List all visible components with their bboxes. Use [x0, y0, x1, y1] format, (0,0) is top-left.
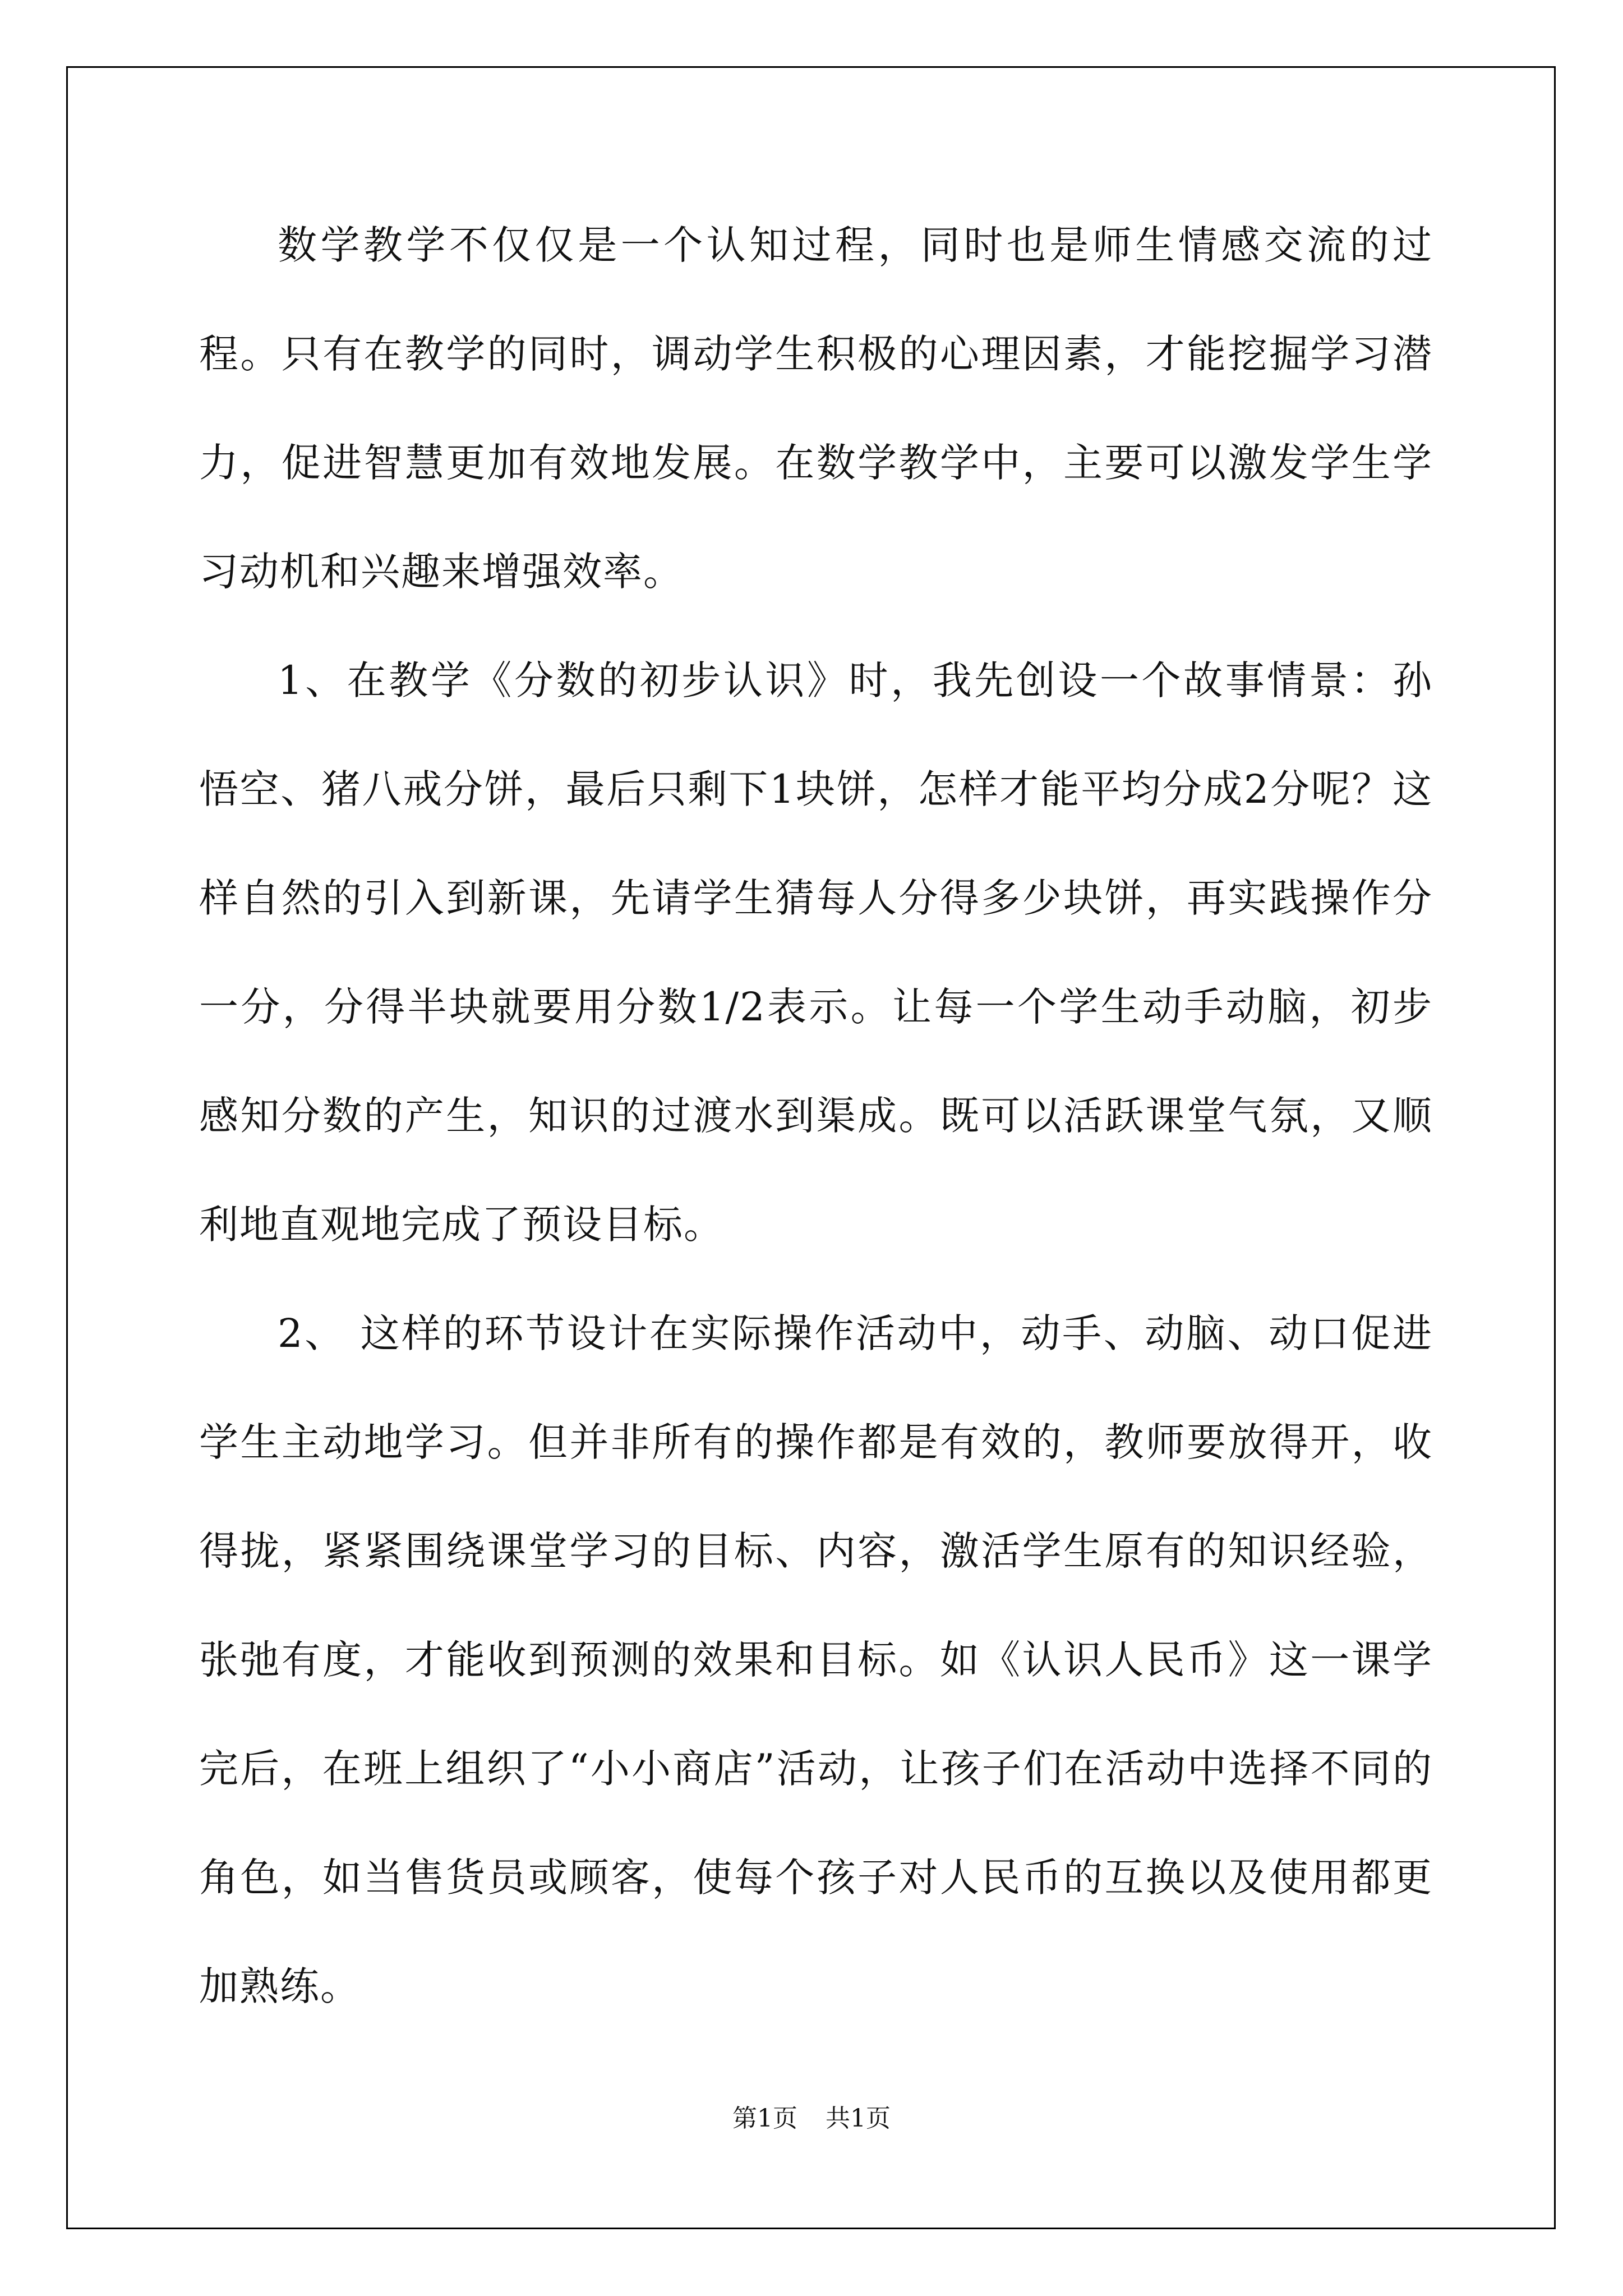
- paragraph-item-1: 1、在教学《分数的初步认识》时，我先创设一个故事情景：孙悟空、猪八戒分饼，最后只剩下1块饼，怎样才能平均分成2分呢？这样自然的引入到新课，先请学生猜每人分得多少块饼，再实践操作分一分，分得半块就要用分数1/2表示。让每一个学生动手动脑，初步感知分数的产生，知识的过渡水到渠成。既可以活跃课堂气氛，又顺利地直观地完成了预设目标。: [199, 657, 1433, 1248]
- page-number: 第1页: [732, 2104, 797, 2133]
- page-footer: [0, 2098, 1623, 2134]
- paragraph-intro: 数学教学不仅仅是一个认知过程，同时也是师生情感交流的过程。只有在教学的同时，调动学生积极的心理因素，才能挖掘学习潜力，促进智慧更加有效地发展。在数学教学中，主要可以激发学生学习动机和兴趣来增强效率。: [199, 222, 1433, 595]
- document-body: [199, 191, 1433, 2041]
- page-total: 共1页: [826, 2104, 891, 2133]
- paragraph-item-2: 2、 这样的环节设计在实际操作活动中，动手、动脑、动口促进学生主动地学习。但并非所有的操作都是有效的，教师要放得开，收得拢，紧紧围绕课堂学习的目标、内容，激活学生原有的知识经验，张弛有度，才能收到预测的效果和目标。如《认识人民币》这一课学完后，在班上组织了“小小商店”活动，让孩子们在活动中选择不同的角色，如当售货员或顾客，使每个孩子对人民币的互换以及使用都更加熟练。: [199, 1310, 1433, 2009]
